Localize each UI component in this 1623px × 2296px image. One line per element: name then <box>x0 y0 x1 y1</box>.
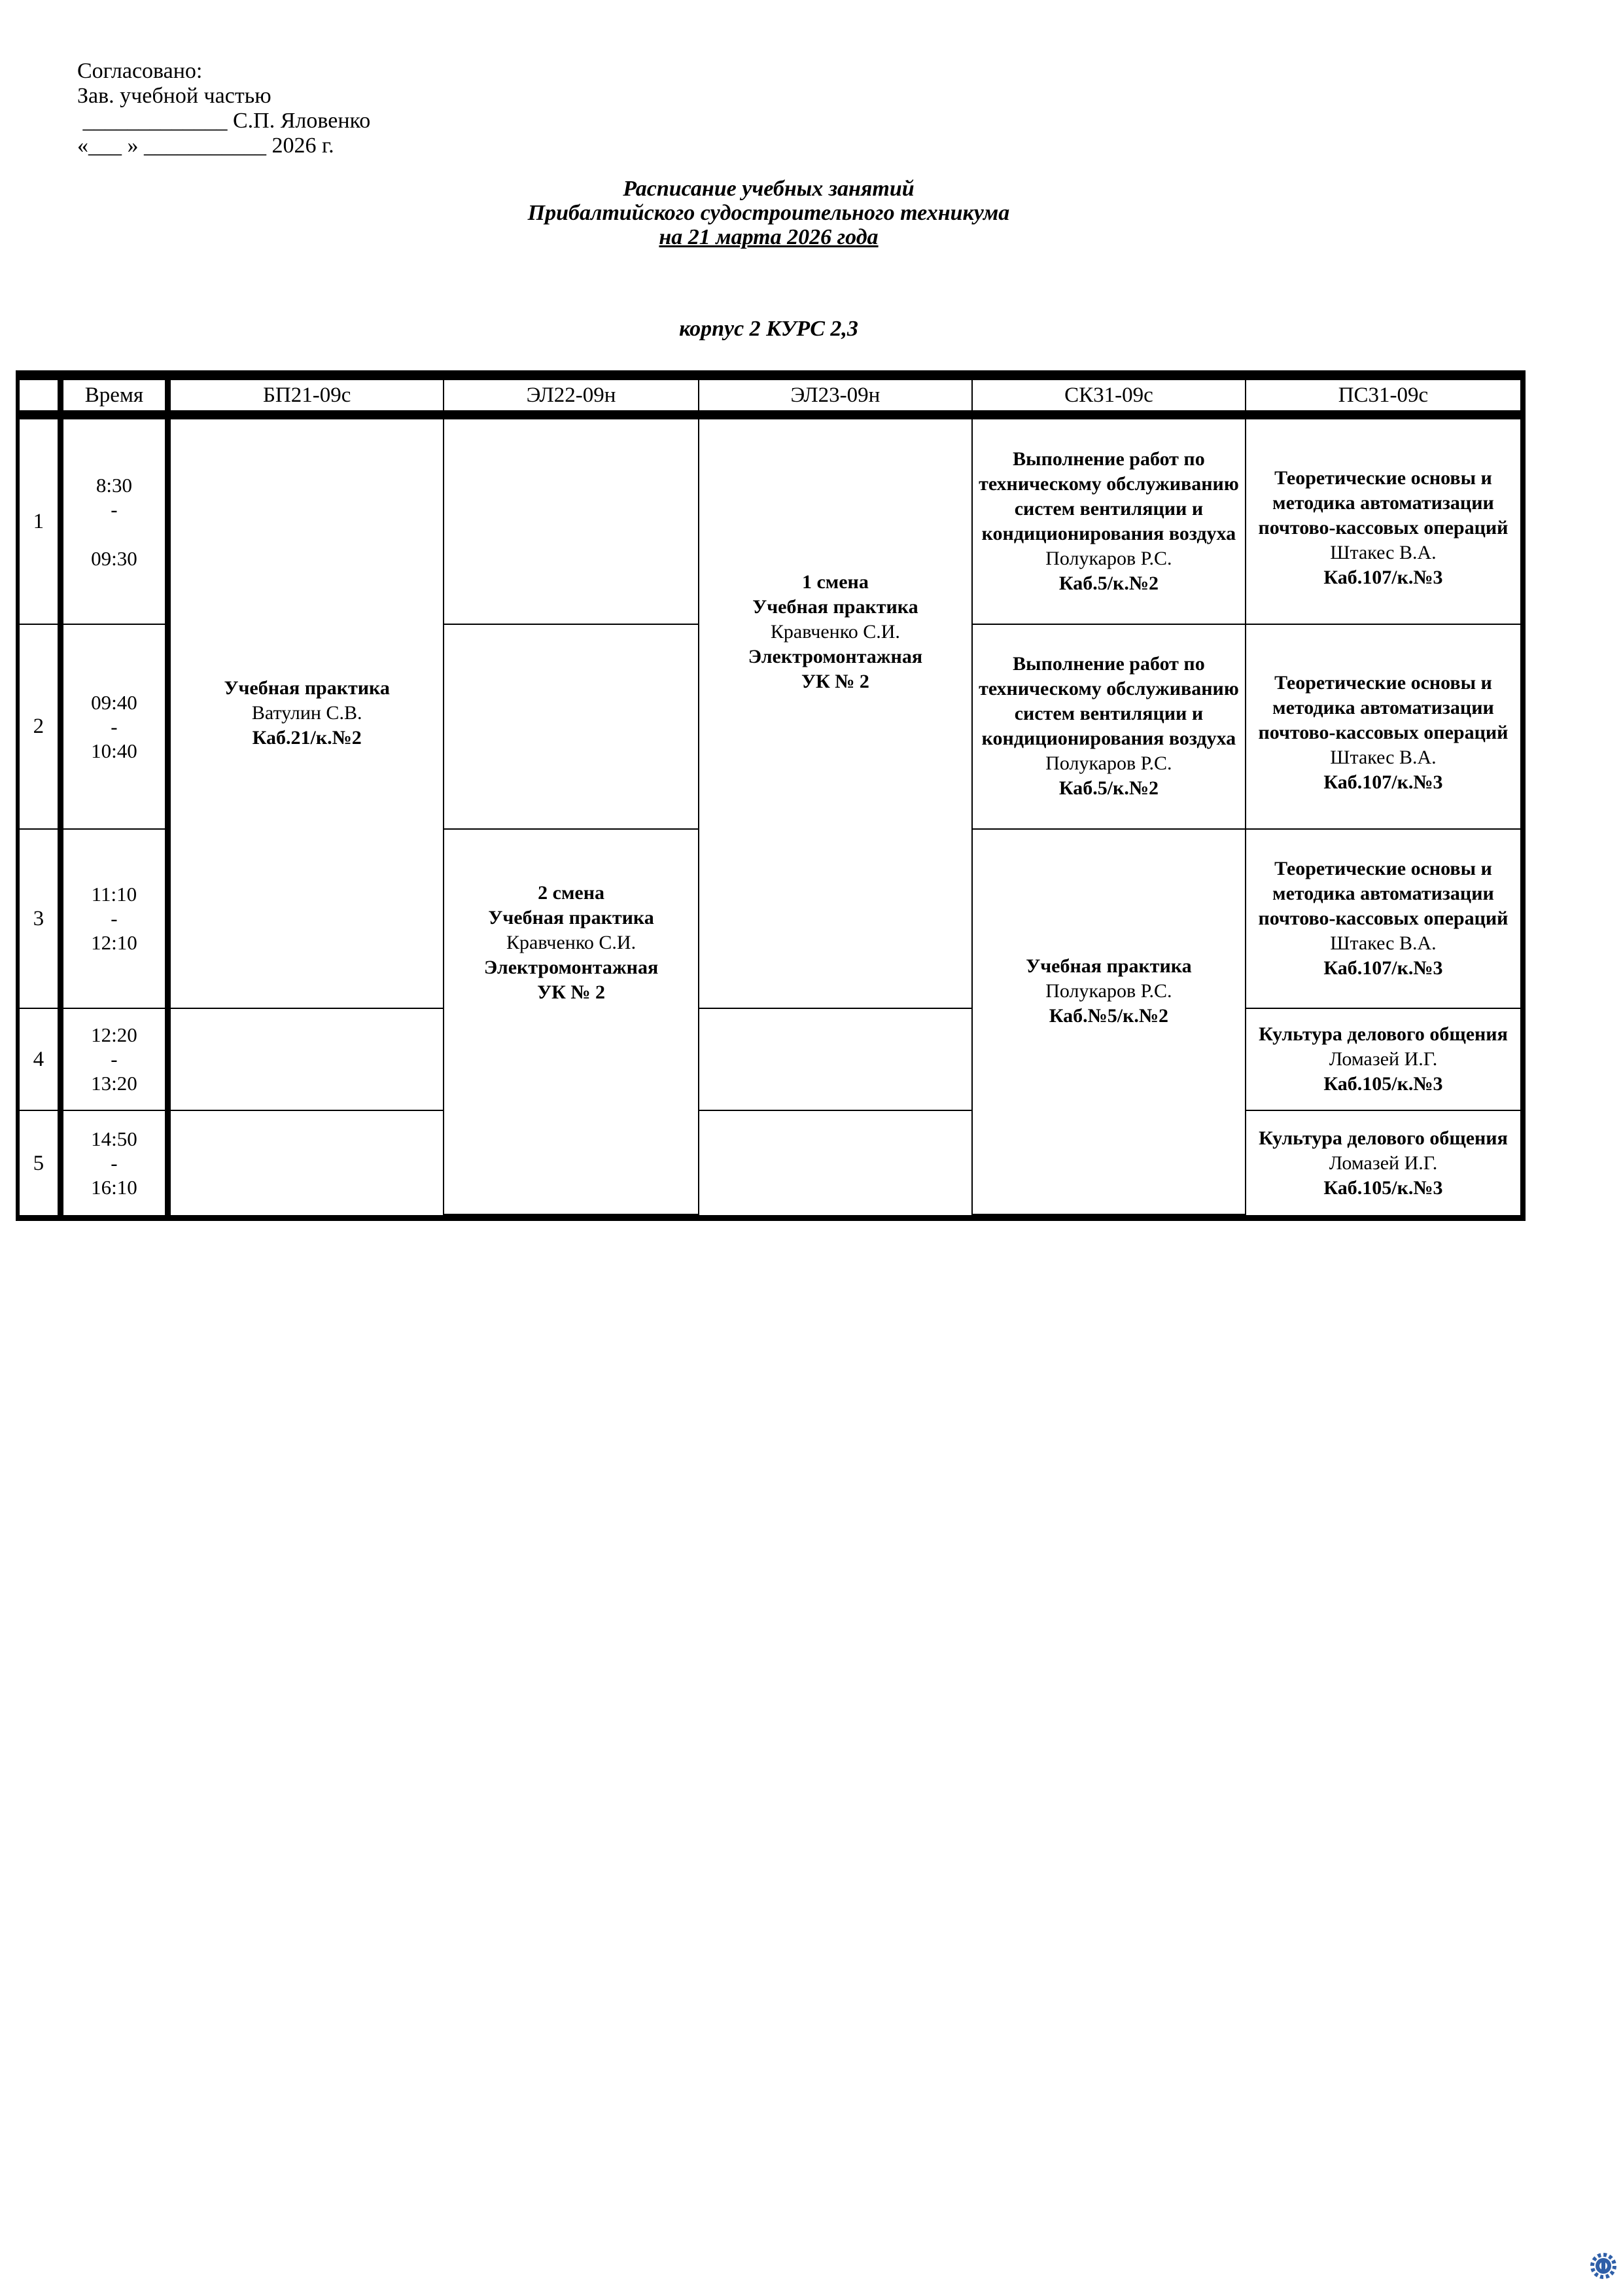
el22-cell <box>444 830 699 1215</box>
ps31-cell-5 <box>1246 1111 1522 1215</box>
corpus-label: корпус 2 КУРС 2,3 <box>679 317 858 341</box>
pair-number: 3 <box>20 830 63 1008</box>
ps31-cell-3 <box>1246 830 1522 1008</box>
header-el22: ЭЛ22-09н <box>444 380 699 419</box>
gear-logo-icon <box>1588 2251 1618 2281</box>
el23-room: УК № 2 <box>801 671 869 693</box>
schedule-table <box>16 370 1526 1221</box>
ps31-subject: Культура делового общения <box>1259 1023 1508 1045</box>
table-row <box>20 419 1522 624</box>
sk31-subject: Учебная практика <box>1026 955 1192 978</box>
el22-room: УК № 2 <box>537 981 606 1004</box>
pair-time: 12:20 - 13:20 <box>63 1009 171 1112</box>
pair-number: 2 <box>20 625 63 830</box>
pair-number: 4 <box>20 1009 63 1112</box>
ps31-cell-1 <box>1246 419 1522 624</box>
bp21-cell <box>171 419 444 1008</box>
sk31-cell-3 <box>973 830 1246 1215</box>
header-time: Время <box>63 380 171 419</box>
ps31-room: Каб.107/к.№3 <box>1323 567 1443 589</box>
ps31-teacher: Штакес В.А. <box>1330 542 1437 564</box>
ps31-room: Каб.105/к.№3 <box>1323 1072 1443 1095</box>
schedule-title <box>0 177 1537 249</box>
sk31-teacher: Полукаров Р.С. <box>1045 752 1172 775</box>
el23-empty-cell <box>699 1009 973 1112</box>
sk31-room: Каб.№5/к.№2 <box>1049 1005 1169 1027</box>
el22-detail: Электромонтажная <box>483 957 659 979</box>
sk31-teacher: Полукаров Р.С. <box>1045 980 1172 1002</box>
ps31-teacher: Ломазей И.Г. <box>1329 1152 1438 1174</box>
pair-number: 5 <box>20 1111 63 1215</box>
pair-number: 1 <box>20 419 63 624</box>
ps31-teacher: Штакес В.А. <box>1330 932 1437 954</box>
sk31-cell-2 <box>973 625 1246 830</box>
el22-subject: Учебная практика <box>488 907 654 929</box>
ps31-subject: Теоретические основы и методика автоматизации почтово-кассовых операций <box>1258 672 1509 744</box>
bp21-teacher: Ватулин С.В. <box>251 702 362 724</box>
el22-teacher: Кравченко С.И. <box>506 932 637 954</box>
ps31-cell-2 <box>1246 625 1522 830</box>
bp21-subject: Учебная практика <box>224 677 390 699</box>
pair-time: 11:10 - 12:10 <box>63 830 171 1008</box>
table-row <box>20 1009 1522 1112</box>
approval-block <box>77 59 370 158</box>
title-line-2: Прибалтийского судостроительного техникума <box>527 201 1010 225</box>
header-row <box>20 380 1522 419</box>
header-ps31: ПС31-09с <box>1246 380 1522 419</box>
header-el23: ЭЛ23-09н <box>699 380 973 419</box>
pair-time: 14:50 - 16:10 <box>63 1111 171 1215</box>
header-bp21: БП21-09с <box>171 380 444 419</box>
el23-subject: Учебная практика <box>752 596 918 618</box>
approval-line-4: «___ » ___________ 2026 г. <box>77 133 334 158</box>
ps31-room: Каб.107/к.№3 <box>1323 771 1443 794</box>
approval-line-2: Зав. учебной частью <box>77 84 271 108</box>
el23-cell <box>699 419 973 1008</box>
approval-line-3: _____________ С.П. Яловенко <box>77 109 371 133</box>
pair-time: 8:30 - 09:30 <box>63 419 171 624</box>
sk31-room: Каб.5/к.№2 <box>1058 573 1159 595</box>
ps31-teacher: Ломазей И.Г. <box>1329 1048 1438 1070</box>
el22-shift: 2 смена <box>538 882 604 904</box>
bp21-empty-cell <box>171 1111 444 1215</box>
ps31-room: Каб.107/к.№3 <box>1323 957 1443 979</box>
sk31-room: Каб.5/к.№2 <box>1058 777 1159 800</box>
el23-empty-cell <box>699 1111 973 1215</box>
header-num <box>20 380 63 419</box>
ps31-teacher: Штакес В.А. <box>1330 747 1437 769</box>
ps31-subject: Культура делового общения <box>1259 1127 1508 1149</box>
ps31-subject: Теоретические основы и методика автоматизации почтово-кассовых операций <box>1258 467 1509 539</box>
el23-teacher: Кравченко С.И. <box>770 621 900 643</box>
ps31-subject: Теоретические основы и методика автоматизации почтово-кассовых операций <box>1258 857 1509 929</box>
sk31-teacher: Полукаров Р.С. <box>1045 548 1172 570</box>
ps31-cell-4 <box>1246 1009 1522 1112</box>
bp21-empty-cell <box>171 1009 444 1112</box>
el22-empty-cell <box>444 419 699 624</box>
el22-empty-cell <box>444 625 699 830</box>
approval-line-1: Согласовано: <box>77 59 203 83</box>
title-line-1: Расписание учебных занятий <box>623 177 915 201</box>
header-sk31: СК31-09с <box>973 380 1246 419</box>
sk31-subject: Выполнение работ по техническому обслуживанию систем вентиляции и кондиционирования воздуха <box>979 448 1239 545</box>
sk31-subject: Выполнение работ по техническому обслуживанию систем вентиляции и кондиционирования воздуха <box>979 653 1239 750</box>
table-row <box>20 1111 1522 1215</box>
title-date: на 21 марта 2026 года <box>659 225 879 249</box>
sk31-cell-1 <box>973 419 1246 624</box>
el23-shift: 1 смена <box>801 571 869 593</box>
ps31-room: Каб.105/к.№3 <box>1323 1176 1443 1199</box>
el23-detail: Электромонтажная <box>748 646 923 668</box>
bp21-room: Каб.21/к.№2 <box>252 727 362 749</box>
pair-time: 09:40 - 10:40 <box>63 625 171 830</box>
